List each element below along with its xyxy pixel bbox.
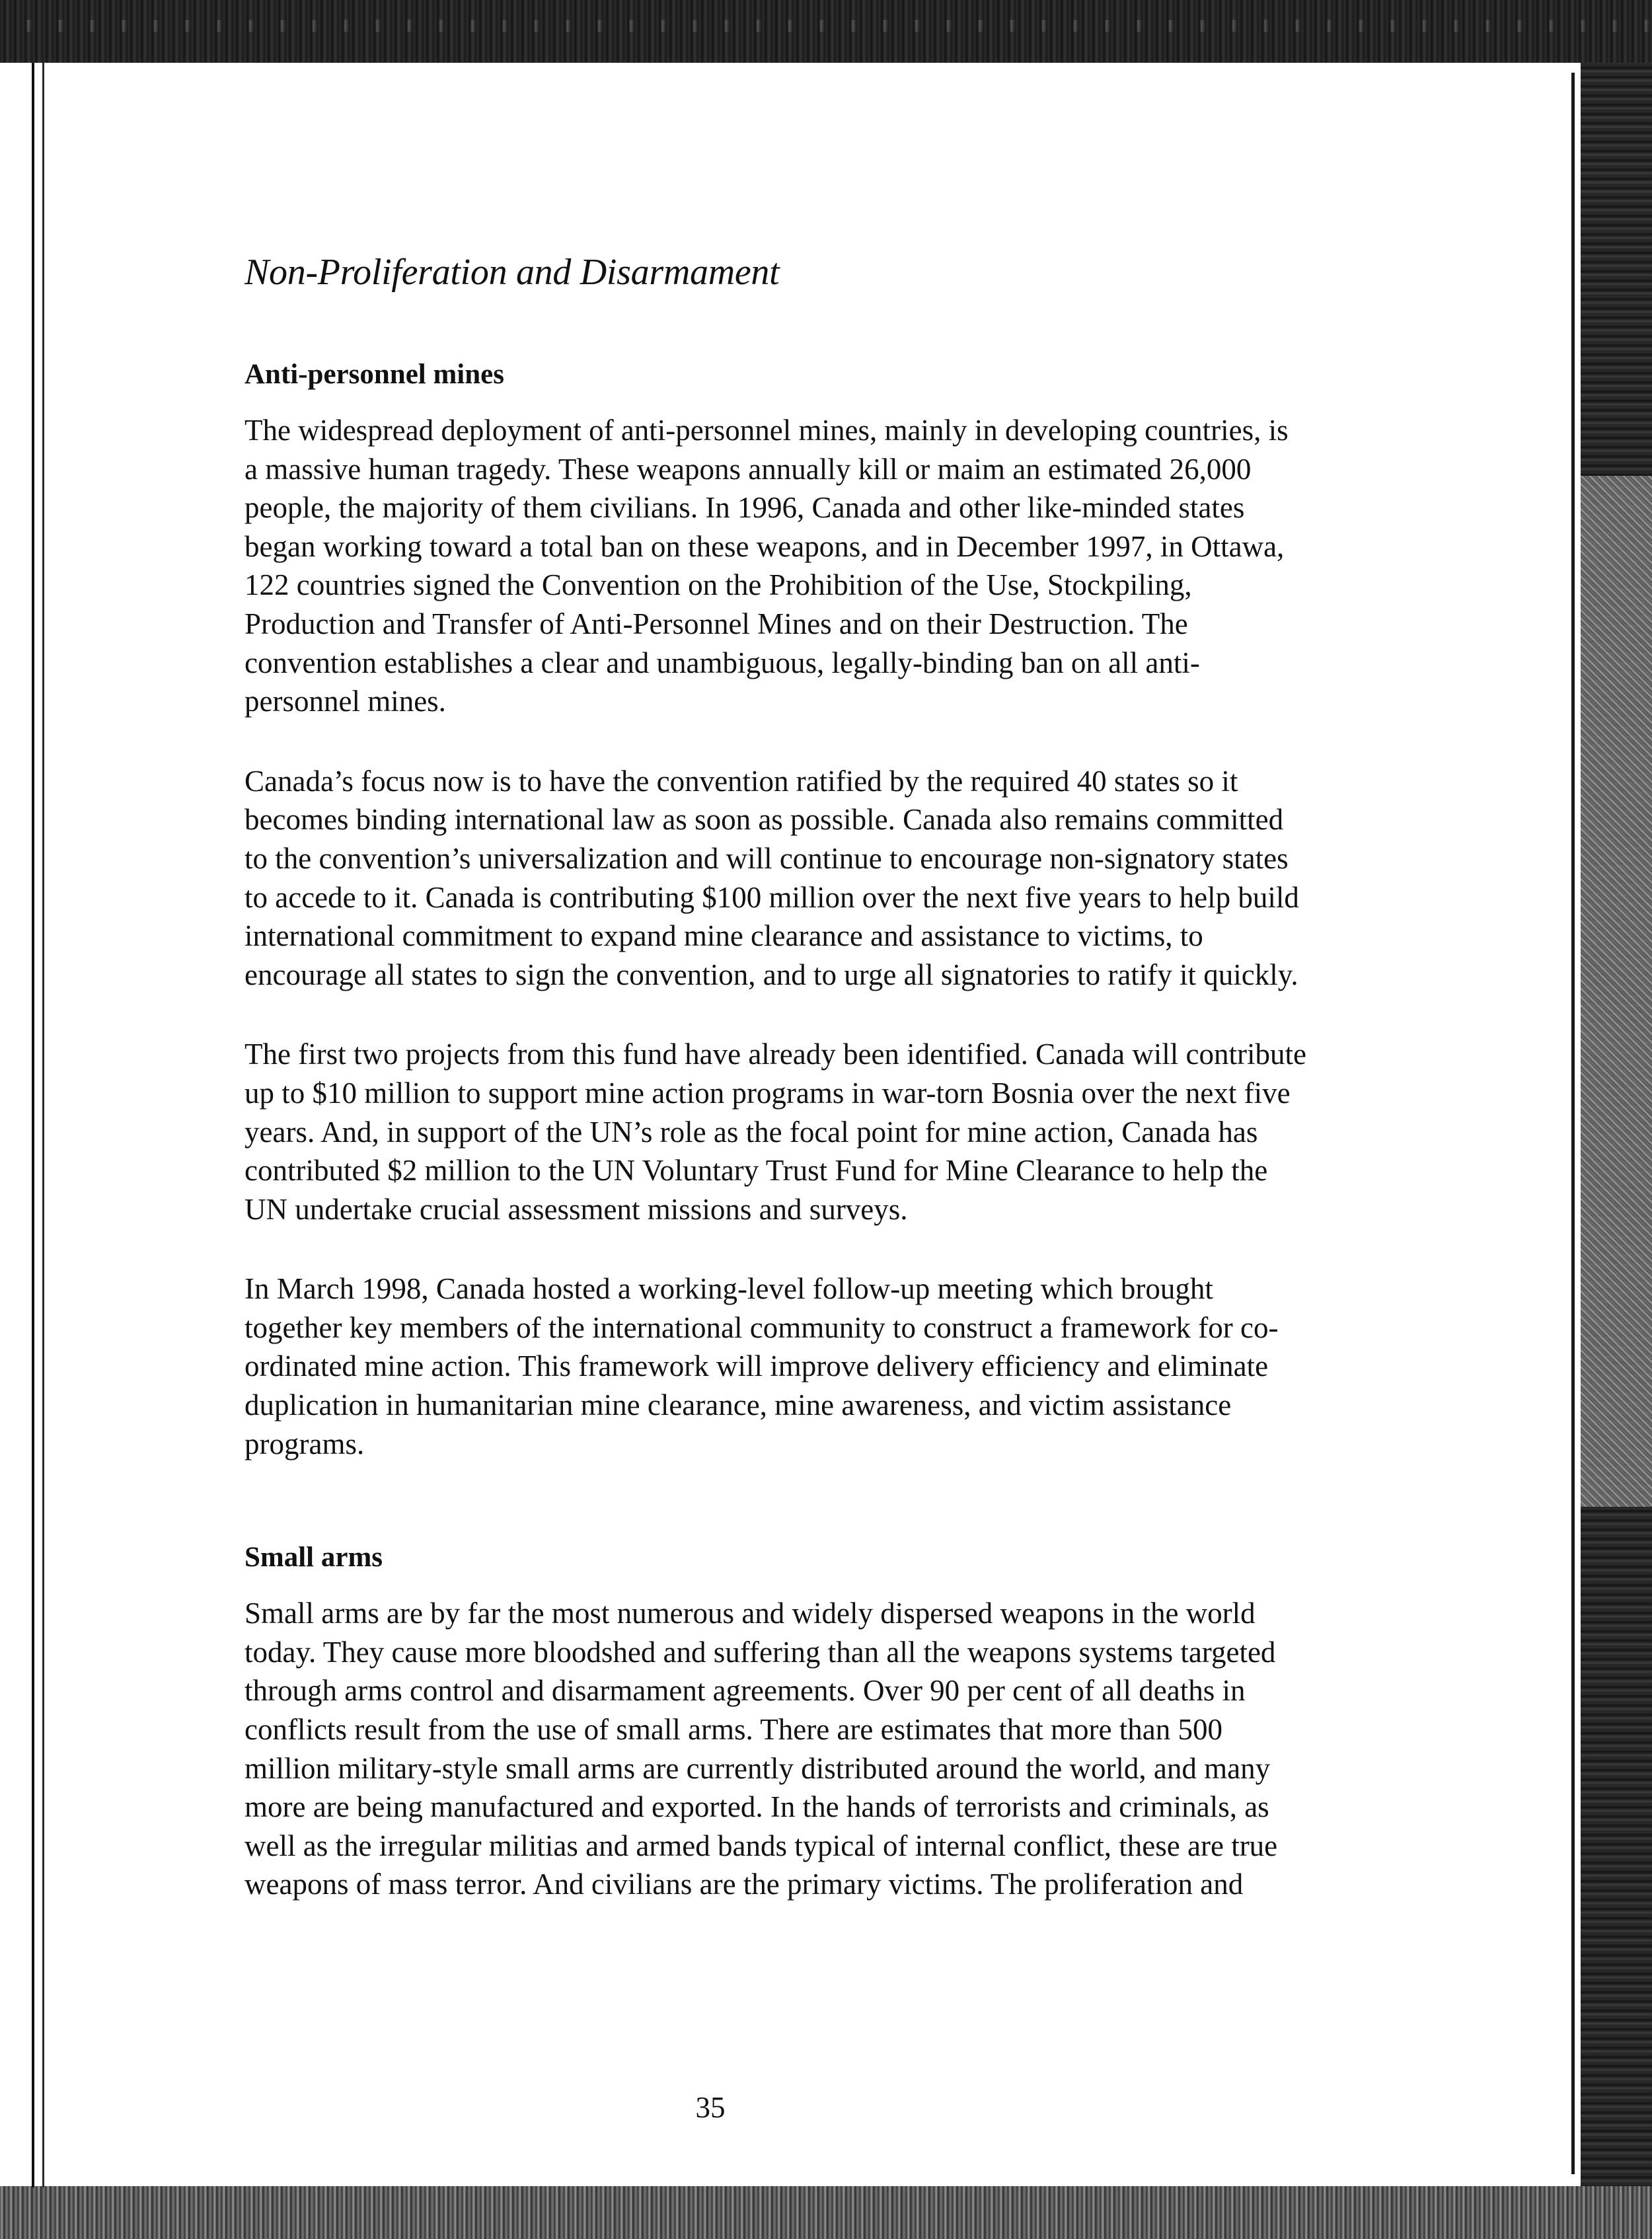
paragraph: In March 1998, Canada hosted a working-level follow-up meeting which brought together key members of the international community to construct a framework for co-ordinated mine action. This framework will improve delivery efficiency and eliminate duplication in humanitarian mine clearance, mine awareness, and victim assistance programs. — [244, 1272, 1279, 1461]
paragraph: Small arms are by far the most numerous and widely dispersed weapons in the world today. They cause more bloodshed and suffering than all the weapons systems targeted through arms control and disarmament agreements. Over 90 per cent of all deaths in conflicts result from the use of small arms. There are estimates that more than 500 million military-style small arms are currently distributed around the world, and many more are being manufactured and exported. In the hands of terrorists and criminals, as well as the irregular militias and armed bands typical of internal conflict, these are true weapons of mass terror. And civilians are the primary victims. The proliferation and — [244, 1597, 1278, 1901]
subsection-anti-personnel-mines — [244, 356, 1308, 1463]
binding-line-inner — [42, 63, 44, 2187]
paragraph: The first two projects from this fund have already been identified. Canada will contribute up to $10 million to support mine action programs in war-torn Bosnia over the next five years. And, in support of the UN’s role as the focal point for mine action, Canada has contributed $2 million to the UN Voluntary Trust Fund for Mine Clearance to help the UN undertake crucial assessment missions and surveys. — [244, 1038, 1306, 1226]
paragraph: The widespread deployment of anti-personnel mines, mainly in developing countries, is a massive human tragedy. These weapons annually kill or maim an estimated 26,000 people, the majority of them civilians. In 1996, Canada and other like-minded states began working toward a total ban on these weapons, and in December 1997, in Ottawa, 122 countries signed the Convention on the Prohibition of the Use, Stockpiling, Production and Transfer of Anti-Personnel Mines and on their Destruction. The convention establishes a clear and unambiguous, legally-binding ban on all anti-personnel mines. — [244, 414, 1289, 718]
scan-bottom-edge — [0, 2186, 1652, 2239]
subsection-heading: Small arms — [244, 1542, 383, 1574]
subsection-small-arms — [244, 1538, 1308, 1904]
section-title: Non-Proliferation and Disarmament — [244, 252, 780, 293]
page-right-edge-line — [1571, 73, 1575, 2174]
paragraph: Canada’s focus now is to have the convention ratified by the required 40 states so it becomes binding international law as soon as possible. Canada also remains committed to the convention’s universalization and will continue to encourage non-signatory states to accede to it. Canada is contributing $100 million over the next five years to help build international commitment to expand mine clearance and assistance to victims, to encourage all states to sign the convention, and to urge all signatories to ratify it quickly. — [244, 764, 1299, 991]
scan-top-edge — [0, 0, 1652, 63]
page-number: 35 — [695, 2091, 726, 2124]
binding-line — [32, 63, 34, 2187]
subsection-heading: Anti-personnel mines — [244, 359, 504, 390]
page-body — [244, 250, 1308, 1945]
page-number-container — [0, 2088, 1652, 2127]
scan-right-edge-texture — [1581, 476, 1652, 1507]
section-spacer — [244, 1504, 1308, 1538]
